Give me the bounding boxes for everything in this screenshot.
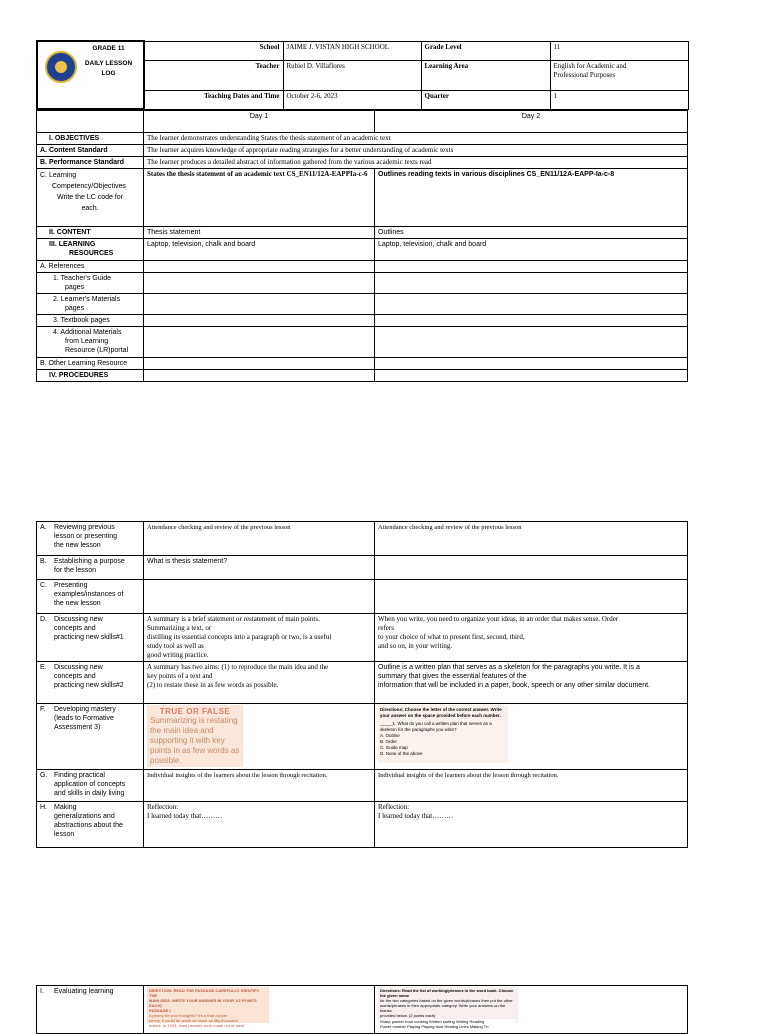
row-d-label-2: concepts and — [54, 625, 96, 632]
row-c-label-3: the new lesson — [54, 600, 101, 607]
references-label: A. References — [37, 261, 144, 273]
row-h-day2-line: I learned today that……… — [378, 812, 454, 820]
content-day2: Outlines — [375, 227, 688, 239]
content-standard-text: The learner acquires knowledge of appropriate reading strategies for a better understanding of academic texts — [144, 145, 688, 157]
row-b-label-2: for the lesson — [54, 567, 97, 574]
eval-line: A penny for your thoughts? It's a that copper — [149, 1013, 228, 1018]
true-or-false-card — [147, 705, 243, 767]
learning-area-label: Learning Area — [421, 60, 550, 90]
row-d-day1-line: study tool as well as — [147, 642, 204, 650]
learning-area-value-1: English for Academic and — [553, 61, 627, 70]
row-h-label-1: Making — [54, 804, 77, 811]
row-h-label-4: lesson — [54, 831, 75, 838]
row-a-label-3: the new lesson — [54, 542, 101, 549]
row-d-letter: D. — [40, 616, 47, 623]
content-standard-label: A. Content Standard — [37, 145, 144, 157]
quiz-line: B. Order — [380, 739, 398, 744]
content-label: II. CONTENT — [37, 227, 144, 239]
quarter-value: 1 — [550, 90, 688, 109]
eval-line: PASSAGE I — [149, 1008, 171, 1013]
performance-standard-label: B. Performance Standard — [37, 157, 144, 169]
teachers-guide-label-1: 1. Teacher's Guide — [53, 275, 112, 282]
row-c-label-1: Presenting — [54, 582, 88, 589]
multiple-choice-card — [378, 705, 508, 763]
row-h-day2-line: Reflection: — [378, 803, 410, 811]
row-h-label-2: generalizations and — [54, 813, 115, 820]
day1-header: Day 1 — [144, 111, 375, 133]
procedures-label: IV. PROCEDURES — [37, 370, 144, 382]
row-e-day2-line: summary that gives the essential features of the — [378, 673, 527, 680]
row-c-label-2: examples/instances of — [54, 591, 124, 598]
other-learning-resource-label: B. Other Learning Resource — [37, 358, 144, 370]
row-g-label-2: application of concepts — [54, 781, 126, 788]
dates-value: October 2-6, 2023 — [283, 90, 421, 109]
dll-main-table-3 — [36, 985, 688, 1034]
row-e-day1-line: key points of a text and — [147, 672, 213, 680]
quiz-line: D. None of the above — [380, 751, 423, 756]
dll-main-table-1 — [36, 110, 688, 382]
school-seal-icon — [45, 51, 77, 83]
additional-materials-label-2: from Learning — [65, 338, 109, 345]
row-d-label-1: Discussing new — [54, 616, 103, 623]
row-d-label-3: practicing new skills#1 — [54, 634, 124, 641]
teacher-value: Rubiel D. Villaflores — [283, 60, 421, 90]
quiz-line: _____1. What do you call a written plan that serves as a — [380, 721, 492, 726]
dates-label: Teaching Dates and Time — [144, 90, 283, 109]
row-d-day2-line: to your choice of what to present first, second, third, — [378, 633, 525, 641]
row-a-label-1: Reviewing previous — [54, 524, 115, 531]
row-i-letter: I. — [40, 988, 44, 995]
grade-level-label: Grade Level — [421, 41, 550, 60]
row-a-label-2: lesson or presenting — [54, 533, 118, 540]
learning-resources-day2: Laptop, television, chalk and board — [375, 239, 688, 261]
row-d-day1-line: good writing practice. — [147, 651, 209, 659]
row-h-label-3: abstractions about the — [54, 822, 123, 829]
eval-line: penny. It could be worth as much as fifty thousand — [149, 1018, 238, 1023]
eval-line: Power number Playing Playing food Healing Lines Making Th — [380, 1024, 516, 1029]
textbook-pages-label: 3. Textbook pages — [37, 315, 144, 327]
objectives-label: I. OBJECTIVES — [37, 133, 144, 145]
row-e-day1-line: (2) to restate these in as few words as possible. — [147, 681, 279, 689]
row-b-letter: B. — [40, 558, 47, 565]
true-or-false-statement: Summarizing is restating the main idea and supporting it with key points in as few words as possible. — [150, 716, 240, 765]
learning-resources-label-2: RESOURCES — [69, 250, 114, 257]
eval-line: MAIN IDEA. WRITE YOUR ANSWER IN YOUR 1/2 POINTS EACH) — [149, 998, 257, 1008]
evaluation-wordbank-card — [378, 987, 518, 1029]
dll-main-table-2 — [36, 521, 688, 848]
day2-header: Day 2 — [375, 111, 688, 133]
row-i-label: Evaluating learning — [54, 988, 114, 995]
header-logo-cell — [37, 41, 144, 109]
school-value: JAIME J. VISTAN HIGH SCHOOL — [283, 41, 421, 60]
quiz-line: skeleton for the paragraphs you write? — [380, 727, 457, 732]
dll-title-line1: DAILY LESSON — [84, 60, 133, 67]
quarter-label: Quarter — [421, 90, 550, 109]
row-b-day1: What is thesis statement? — [144, 556, 375, 580]
teacher-label: Teacher — [144, 60, 283, 90]
school-label: School — [144, 41, 283, 60]
row-e-day2-line: information that will be included in a paper, book, speech or any other similar document. — [378, 682, 650, 689]
row-h-letter: H. — [40, 804, 47, 811]
quiz-line: A. Outline — [380, 733, 400, 738]
eval-line: DIRECTION: READ THE PASSAGE CAREFULLY. IDENTIFY THE — [149, 988, 260, 998]
row-h-day1-line: I learned today that……… — [147, 812, 223, 820]
row-d-day1-line: A summary is a brief statement or restatement of main points. — [147, 615, 320, 623]
row-d-day2-line: and so on, in your writing. — [378, 642, 453, 650]
dll-header-table — [36, 40, 689, 110]
eval-line: dollars. In 1943, most pennies were made out of steel — [149, 1023, 244, 1028]
quiz-line: your answer on the space provided before each number. — [380, 713, 501, 718]
quiz-line: Directions: Choose the letter of the correct answer. Write — [380, 707, 502, 712]
row-d-day1-line: distilling its essential concepts into a paragraph or two, is a useful — [147, 633, 332, 641]
lc-label-1: C. Learning — [40, 172, 77, 179]
content-day1: Thesis statement — [144, 227, 375, 239]
learning-resources-label-1: III. LEARNING — [49, 241, 96, 248]
true-or-false-title: TRUE OR FALSE — [159, 707, 231, 716]
lc-label-4: each. — [81, 205, 99, 212]
eval-line: for the two categories based on the given words/phrases then put the other — [380, 998, 513, 1003]
additional-materials-label-3: Resource (LR)portal — [65, 347, 129, 354]
row-h-day1-line: Reflection: — [147, 803, 179, 811]
row-f-label-1: Developing mastery — [54, 706, 116, 713]
eval-line: Sharp pointer hour cooking Written sorting Writing Reading — [380, 1019, 516, 1024]
teachers-guide-label-2: pages — [65, 284, 85, 291]
row-e-day2-line: Outline is a written plan that serves as a skeleton for the paragraphs you write. It is a — [378, 664, 640, 671]
eval-line: provided below. (2 points each) — [380, 1013, 436, 1018]
performance-standard-text: The learner produces a detailed abstract of information gathered from the various academic texts read — [144, 157, 688, 169]
grade-level-value: 11 — [550, 41, 688, 60]
row-a-day1: Attendance checking and review of the previous lesson — [144, 522, 375, 556]
dll-title-line2: LOG — [101, 70, 116, 77]
lc-label-3: Write the LC code for — [56, 194, 123, 201]
quiz-line: C. Guide map — [380, 745, 408, 750]
row-e-label-2: concepts and — [54, 673, 96, 680]
lc-day2: Outlines reading texts in various disciplines CS_EN11/12A-EAPP-Ia-c-8 — [375, 169, 688, 227]
row-a-day2: Attendance checking and review of the previous lesson — [375, 522, 688, 556]
row-f-letter: F. — [40, 706, 46, 713]
evaluation-passage-card — [147, 987, 269, 1028]
lc-day1: States the thesis statement of an academic text CS_EN11/12A-EAPPIa-c-6 — [144, 169, 375, 227]
row-g-day1: Individual insights of the learners about the lesson through recitation. — [144, 770, 375, 802]
objectives-text: The learner demonstrates understanding States the thesis statement of an academic text — [144, 133, 688, 145]
learning-resources-day1: Laptop, television, chalk and board — [144, 239, 375, 261]
additional-materials-label-1: 4. Additional Materials — [53, 329, 122, 336]
row-d-day1-line: Summarizing a text, or — [147, 624, 212, 632]
learners-materials-label-2: pages — [65, 305, 85, 312]
eval-line: words/phrases in their appropriate category. Write your answers on the blanks — [380, 1003, 506, 1013]
row-e-letter: E. — [40, 664, 47, 671]
eval-line: Directions: Read the list of working/phrases in the word bank. Choose the given name — [380, 988, 514, 998]
row-f-label-3: Assessment 3) — [54, 724, 101, 731]
row-g-day2: Individual insights of the learners about the lesson through recitation. — [375, 770, 688, 802]
learning-area-value-2: Professional Purposes — [553, 70, 616, 79]
grade-title: GRADE 11 — [92, 45, 125, 52]
row-d-day2-line: When you write, you need to organize your ideas, in an order that makes sense. Order — [378, 615, 619, 623]
row-g-label-3: and skills in daily living — [54, 790, 125, 797]
row-f-label-2: (leads to Formative — [54, 715, 114, 722]
row-g-label-1: Finding practical — [54, 772, 105, 779]
row-b-label-1: Establishing a purpose — [54, 558, 125, 565]
row-d-day2-line: refers — [378, 624, 394, 632]
row-g-letter: G. — [40, 772, 48, 779]
lc-label-2: Competency/Objectives — [52, 183, 126, 190]
row-e-label-3: practicing new skills#2 — [54, 682, 124, 689]
row-e-day1-line: A summary has two aims: (1) to reproduce the main idea and the — [147, 663, 329, 671]
row-c-letter: C. — [40, 582, 47, 589]
row-e-label-1: Discussing new — [54, 664, 103, 671]
row-a-letter: A. — [40, 524, 47, 531]
learners-materials-label-1: 2. Learner's Materials — [53, 296, 121, 303]
